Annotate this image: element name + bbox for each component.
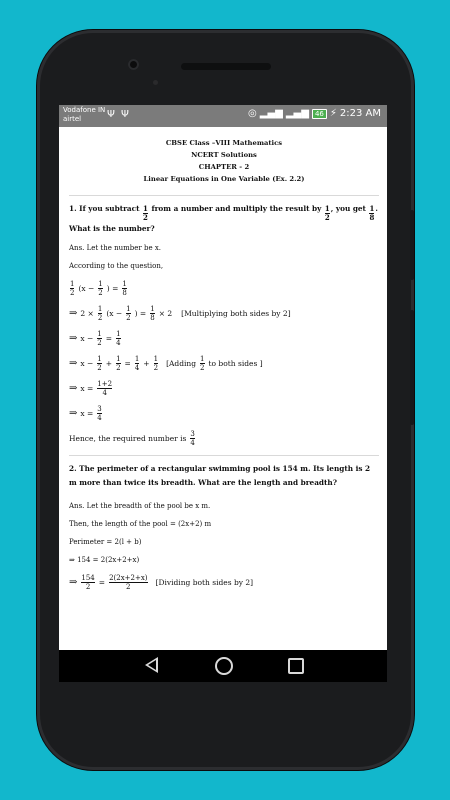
q2-perimeter: Perimeter = 2(l + b) [69,538,142,546]
equation-step-3: ⇒ x − $\frac{1}{2}$ = $\frac{1}{4}$ [69,330,121,347]
step4-note: [Adding [166,358,197,368]
equation-step-2: ⇒ 2 × $\frac{1}{2}$ (x − $\frac{1}{2}$ ) = $\frac{1}{8}$ × 2 [Multiplying both sides by 2] [69,305,291,322]
clock: 2:23 AM [339,108,381,119]
q1-text-a: 1. If you subtract [69,204,140,213]
question-2: 2. The perimeter of a rectangular swimming pool is 154 m. Its length is 2 m more than twice its breadth. What are the length and breadth? [69,464,371,487]
step2-note: [Multiplying both sides by 2] [181,308,291,318]
document-header [69,137,379,185]
proximity-sensor [153,80,158,85]
fraction: $\frac{1}{8}$ [369,204,375,222]
front-camera [128,59,139,70]
q1-result-text: Hence, the required number is [69,433,187,443]
q1-result: Hence, the required number is $\frac{3}{4}$ [69,430,195,447]
q2-eq1: ⇒ 154 = 2(2x+2+x) [69,556,140,564]
q2-eq2-note: [Dividing both sides by 2] [155,577,254,587]
q2-answer-intro: Ans. Let the breadth of the pool be x m. [69,502,211,510]
question-1 [69,202,379,236]
fraction: $\frac{1}{2}$ [324,204,330,222]
document-content [69,135,379,599]
equation-step-4: ⇒ x − $\frac{1}{2}$ + $\frac{1}{2}$ = $\frac{1}{4}$ + $\frac{1}{2}$ [Adding $\frac{1}{2}$ to both sides ] [69,355,263,372]
recent-apps-icon[interactable] [288,658,304,674]
charging-icon: ⚡ [329,108,337,119]
hotspot-icon: ◎ [248,108,257,119]
signal-icon: ▂▄▆ [259,108,283,119]
header-line3: CHAPTER - 2 [198,163,250,171]
q1-text-d: . What is the number? [69,204,378,233]
home-icon[interactable] [215,657,233,675]
status-bar [59,105,387,127]
q1-according: According to the question, [69,262,164,270]
carrier-label: Vodafone IN airtel [63,106,106,123]
usb-icon: Ψ [121,109,129,120]
battery-icon: 46 [312,109,327,119]
q2-length: Then, the length of the pool = (2x+2) m [69,520,212,528]
divider [69,195,379,196]
step4-note2: to both sides ] [208,358,263,368]
equation-step-6: ⇒ x = $\frac{3}{4}$ [69,405,102,422]
header-line1: CBSE Class –VIII Mathematics [165,139,283,147]
usb-icon: Ψ [107,109,115,120]
q1-text-b: from a number and multiply the result by [151,204,322,213]
back-icon[interactable] [145,657,158,673]
equation-step-1: $\frac{1}{2}$ (x − $\frac{1}{2}$ ) = $\frac{1}{8}$ [70,280,127,297]
status-icons [248,108,381,119]
divider [69,455,379,456]
screen [59,105,387,650]
fraction: $\frac{1}{2}$ [143,204,148,222]
q2-eq2: ⇒ $\frac{154}{2}$ = $\frac{2(2x+2+x)}{2}$ [Dividing both sides by 2] [69,574,254,591]
volume-button [410,210,414,280]
signal-icon: ▂▄▆ [285,108,309,119]
navigation-bar [59,650,387,682]
power-button [410,310,414,425]
header-line4: Linear Equations in One Variable (Ex. 2.2) [143,175,305,183]
speaker-grille [181,63,271,70]
q1-answer-intro: Ans. Let the number be x. [69,244,161,252]
equation-step-5: ⇒ x = $\frac{1+2}{4}$ [69,380,113,397]
q1-text-c: , you get [330,204,366,213]
header-line2: NCERT Solutions [191,151,257,159]
